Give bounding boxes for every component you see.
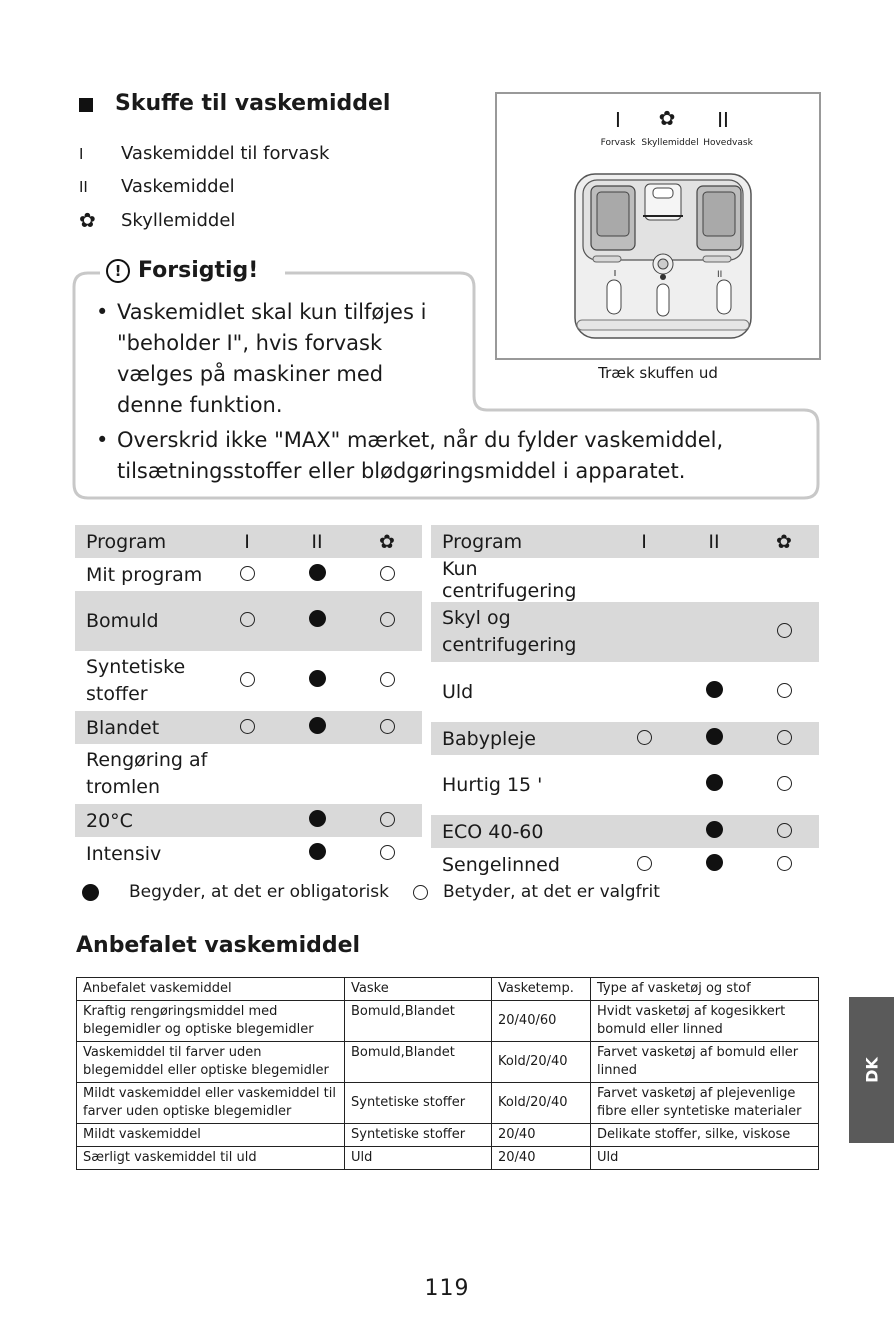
roman-one-icon: I bbox=[212, 525, 282, 558]
roman-one-icon: I bbox=[79, 144, 84, 163]
roman-two-icon: II bbox=[282, 525, 352, 558]
optional-icon bbox=[777, 823, 792, 838]
optional-icon bbox=[240, 672, 255, 687]
bullet-dot: • bbox=[96, 428, 109, 452]
program-name: Bomuld bbox=[75, 591, 212, 651]
label-skyllemiddel: Skyllemiddel bbox=[641, 138, 699, 148]
mandatory-icon bbox=[309, 810, 326, 827]
caution-heading bbox=[106, 258, 258, 283]
optional-icon bbox=[777, 623, 792, 638]
program-name: Kun centrifugering bbox=[442, 558, 577, 602]
program-name: Sengelinned bbox=[442, 853, 560, 876]
table-row bbox=[431, 815, 819, 848]
language-tab-label: DK bbox=[862, 1057, 881, 1083]
flower-icon: ✿ bbox=[352, 525, 422, 558]
table-row bbox=[431, 662, 819, 722]
mandatory-icon bbox=[309, 610, 326, 627]
drawer-figure bbox=[495, 92, 821, 360]
optional-icon bbox=[777, 856, 792, 871]
legend-label: Vaskemiddel bbox=[121, 176, 235, 197]
bullet-dot: • bbox=[96, 300, 109, 324]
table-header bbox=[431, 525, 819, 558]
optional-label: Betyder, at det er valgfrit bbox=[443, 882, 660, 902]
caution-title: Forsigtig! bbox=[138, 258, 259, 283]
optional-icon bbox=[777, 683, 792, 698]
program-name: Rengøring af tromlen bbox=[86, 749, 208, 798]
warning-icon: ! bbox=[106, 259, 130, 283]
optional-icon bbox=[777, 776, 792, 791]
label-forvask: Forvask bbox=[600, 138, 636, 148]
table-row bbox=[75, 558, 422, 591]
table-header: Anbefalet vaskemiddel Vaske Vasketemp. Type af vasketøj og stof bbox=[77, 978, 819, 1001]
mandatory-icon bbox=[309, 564, 326, 581]
table-row bbox=[431, 558, 819, 602]
optional-icon bbox=[380, 719, 395, 734]
program-name: Intensiv bbox=[86, 842, 162, 865]
optional-icon bbox=[777, 730, 792, 745]
section-title: Skuffe til vaskemiddel bbox=[115, 91, 391, 116]
program-name: Hurtig 15 ' bbox=[442, 774, 543, 796]
flower-icon: ✿ bbox=[79, 208, 96, 232]
program-name: Blandet bbox=[75, 711, 212, 744]
table-row: Mildt vaskemiddel Syntetiske stoffer 20/40 Delikate stoffer, silke, viskose bbox=[77, 1124, 819, 1147]
table-row bbox=[75, 837, 422, 870]
program-name: Syntetiske stoffer bbox=[86, 656, 186, 705]
caution-bullet-1: Vaskemidlet skal kun tilføjes i "beholder I", hvis forvask vælges på maskiner med denne funktion. bbox=[117, 300, 427, 417]
program-table-left bbox=[75, 525, 422, 870]
mandatory-icon bbox=[309, 670, 326, 687]
roman-one-icon: I bbox=[615, 108, 621, 132]
program-table-right bbox=[431, 525, 819, 881]
program-name: Mit program bbox=[86, 563, 203, 586]
legend-label: Vaskemiddel til forvask bbox=[121, 143, 330, 164]
table-row bbox=[75, 591, 422, 651]
detergent-table bbox=[76, 977, 819, 1170]
legend-label: Skyllemiddel bbox=[121, 209, 236, 231]
mandatory-icon bbox=[309, 717, 326, 734]
table-row: Særligt vaskemiddel til uld Uld 20/40 Uld bbox=[77, 1147, 819, 1170]
caution-bullet-2: Overskrid ikke "MAX" mærket, når du fylder vaskemiddel, tilsætningsstoffer eller blødgøringsmiddel i apparatet. bbox=[117, 428, 724, 483]
optional-icon bbox=[637, 730, 652, 745]
program-name: Babypleje bbox=[431, 722, 609, 755]
optional-icon bbox=[240, 719, 255, 734]
optional-icon bbox=[637, 856, 652, 871]
optional-icon bbox=[380, 672, 395, 687]
table-header bbox=[75, 525, 422, 558]
optional-icon bbox=[380, 612, 395, 627]
table-row bbox=[75, 744, 422, 804]
mandatory-icon bbox=[706, 821, 723, 838]
optional-icon bbox=[413, 885, 428, 900]
mandatory-label: Begyder, at det er obligatorisk bbox=[129, 882, 390, 902]
table-row bbox=[431, 848, 819, 881]
mandatory-icon bbox=[706, 854, 723, 871]
drawer-illustration bbox=[497, 94, 819, 358]
table-row bbox=[75, 651, 422, 711]
header-program: Program bbox=[75, 525, 212, 558]
language-tab bbox=[849, 997, 894, 1143]
table-row bbox=[75, 804, 422, 837]
table-row bbox=[431, 602, 819, 662]
optional-icon bbox=[240, 612, 255, 627]
program-name: ECO 40-60 bbox=[431, 815, 609, 848]
symbol-legend bbox=[82, 882, 660, 902]
table-row bbox=[431, 722, 819, 755]
flower-icon: ✿ bbox=[658, 106, 676, 130]
mandatory-icon bbox=[706, 728, 723, 745]
roman-two-icon: II bbox=[717, 108, 729, 132]
table-row: Kraftig rengøringsmiddel med blegemidler og optiske blegemidler Bomuld,Blandet 20/40/60 Hvidt vasketøj af kogesikkert bomuld eller linned bbox=[77, 1001, 819, 1042]
program-name: Skyl og centrifugering bbox=[431, 602, 609, 662]
flower-icon: ✿ bbox=[749, 525, 819, 558]
optional-icon bbox=[380, 845, 395, 860]
recommended-title: Anbefalet vaskemiddel bbox=[76, 933, 361, 958]
mandatory-icon bbox=[706, 681, 723, 698]
table-row: Vaskemiddel til farver uden blegemiddel eller optiske blegemidler Bomuld,Blandet Kold/20/40 Farvet vasketøj af bomuld eller linned bbox=[77, 1042, 819, 1083]
table-row bbox=[431, 755, 819, 815]
roman-one-icon: I bbox=[609, 525, 679, 558]
optional-icon bbox=[240, 566, 255, 581]
mandatory-icon bbox=[82, 884, 99, 901]
roman-two-icon: II bbox=[679, 525, 749, 558]
optional-icon bbox=[380, 812, 395, 827]
optional-icon bbox=[380, 566, 395, 581]
mandatory-icon bbox=[706, 774, 723, 791]
header-program: Program bbox=[431, 525, 609, 558]
roman-two-icon: II bbox=[79, 177, 88, 196]
svg-text:II: II bbox=[717, 270, 723, 280]
mandatory-icon bbox=[309, 843, 326, 860]
program-name: Uld bbox=[442, 681, 474, 703]
figure-caption: Træk skuffen ud bbox=[598, 364, 718, 382]
table-row bbox=[75, 711, 422, 744]
table-row: Mildt vaskemiddel eller vaskemiddel til farver uden optiske blegemidler Syntetiske stoffer Kold/20/40 Farvet vasketøj af plejevenlige fibre eller syntetiske materialer bbox=[77, 1083, 819, 1124]
program-name: 20°C bbox=[75, 804, 212, 837]
label-hovedvask: Hovedvask bbox=[703, 138, 753, 148]
page-number: 119 bbox=[424, 1276, 470, 1301]
